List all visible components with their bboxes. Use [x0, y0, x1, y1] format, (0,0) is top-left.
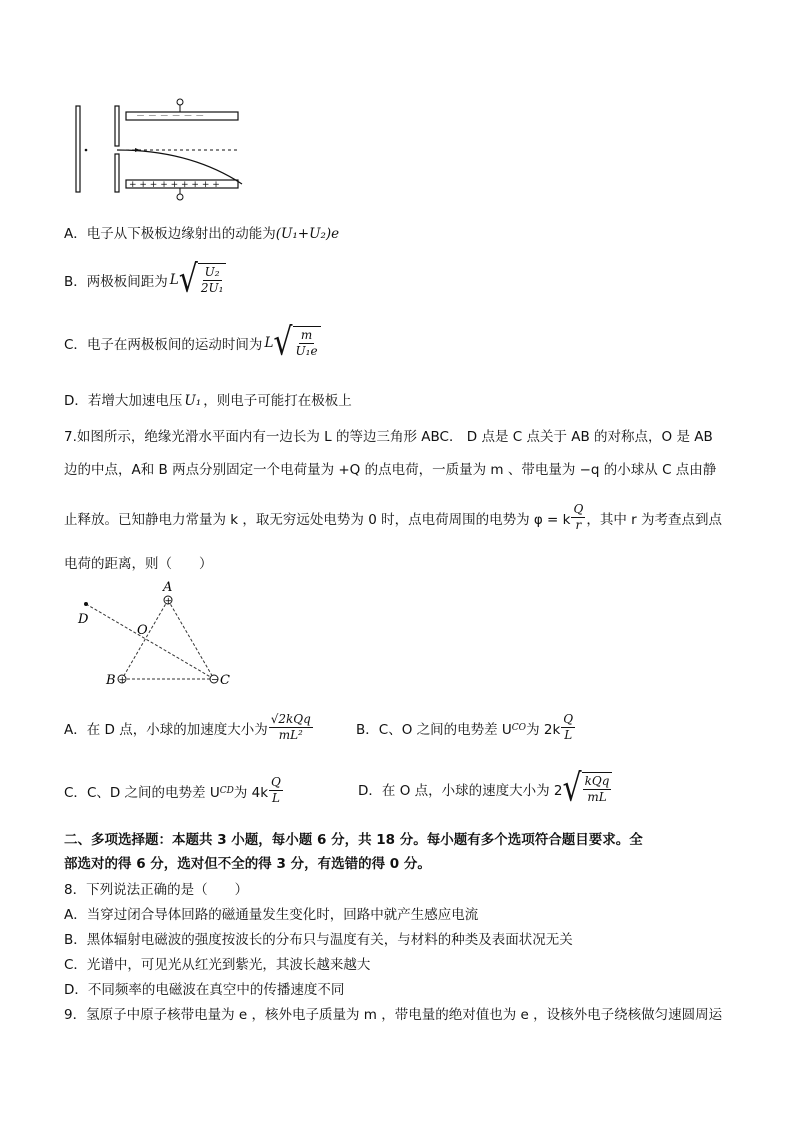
- q7-option-c: C． C、D 之间的电势差 U CD 为 4k $\frac{Q}{L}$: [64, 775, 281, 805]
- line-dc: [86, 604, 214, 679]
- svg-text:+: +: [164, 596, 173, 607]
- side-ac: [168, 600, 214, 679]
- accelerator-plate-right-lower: [115, 154, 119, 192]
- lower-terminal: [177, 194, 183, 200]
- q7-option-d-sqrt: √ $\frac{\text{kQq}}{mL}$: [563, 772, 613, 805]
- q6-option-a-expr: (U₁+U₂)e: [275, 226, 340, 242]
- q8-option-a: A．当穿过闭合导体回路的磁通量发生变化时，回路中就产生感应电流: [64, 907, 479, 923]
- lower-plate-signs: + + + + + + + + +: [129, 180, 220, 190]
- q7-stem-line2: 边的中点，A和 B 两点分别固定一个电荷量为 +Q 的点电荷，一质量为 m 、带电量为 −q 的小球从 C 点由静: [64, 462, 717, 478]
- upper-plate-signs: － － － － － －: [136, 112, 205, 122]
- q7-stem-line1: 7.如图所示，绝缘光滑水平面内有一边长为 L 的等边三角形 ABC． D 点是 C 点关于 AB 的对称点，O 是 AB: [64, 429, 713, 445]
- accelerator-plate-right-upper: [115, 106, 119, 146]
- q6-option-c-text: 电子在两极板间的运动时间为: [86, 336, 263, 353]
- potential-formula-fraction: $\frac{Q}{r}$: [573, 502, 584, 532]
- svg-text:−: −: [211, 675, 219, 686]
- q6-option-d: D．若增大加速电压 U₁ ，则电子可能打在极板上: [64, 393, 352, 409]
- side-ab: [122, 600, 168, 679]
- q6-option-a: A．电子从下极板边缘射出的动能为(U₁+U₂)e: [64, 226, 340, 242]
- q7-option-a-fraction: $\frac{\text{√2kQq}}{\text{mL²}}$: [270, 712, 311, 742]
- electron-source-dot: [85, 149, 88, 152]
- q7-stem-line4: 电荷的距离，则（ ）: [64, 556, 213, 572]
- label-a: A: [163, 580, 173, 595]
- upper-terminal: [177, 99, 183, 105]
- q9-stem: 9．氢原子中原子核带电量为 e ，核外电子质量为 m ，带电量的绝对值也为 e ，设核外电子绕核做匀速圆周运: [64, 1007, 723, 1023]
- label-o: O: [137, 623, 148, 638]
- q8-option-b: B．黑体辐射电磁波的强度按波长的分布只与温度有关，与材料的种类及表面状况无关: [64, 932, 573, 948]
- q8-stem: 8．下列说法正确的是（ ）: [64, 882, 249, 898]
- label-d: D: [78, 612, 89, 627]
- point-d: [84, 602, 88, 606]
- q6-option-b-text: 两极板间距为: [86, 273, 168, 290]
- q7-option-b: B． C、O 之间的电势差 U CO 为 2k $\frac{Q}{L}$: [356, 712, 574, 742]
- label-b: B: [106, 673, 116, 688]
- accelerator-plate-left: [76, 106, 80, 192]
- triangle-figure: [66, 576, 246, 692]
- q6-option-c: C． 电子在两极板间的运动时间为 L √ $\frac{m}{\text{U₁e}}$: [64, 326, 321, 359]
- q7-option-d: D． 在 O 点，小球的速度大小为 2 √ $\frac{\text{kQq}}{mL}$: [358, 772, 612, 805]
- q7-option-c-fraction: $\frac{Q}{L}$: [271, 775, 281, 805]
- q6-option-b-sqrt: √ $\frac{\text{U₂}}{\text{2U₁}}$: [179, 263, 227, 296]
- label-c: C: [220, 673, 230, 688]
- q6-option-b: B． 两极板间距为 L √ $\frac{\text{U₂}}{\text{2U₁}}$: [64, 263, 226, 296]
- q7-stem-line3: 止释放。已知静电力常量为 k ，取无穷远处电势为 0 时，点电荷周围的电势为 φ = k $\frac{Q}{r}$ ，其中 r 为考查点到点: [64, 502, 722, 532]
- deflection-apparatus-figure: [60, 92, 260, 204]
- q7-option-a: A． 在 D 点，小球的加速度大小为 $\frac{\text{√2kQq}}{\text{mL²}}$: [64, 712, 311, 742]
- svg-text:+: +: [118, 675, 127, 686]
- q8-option-d: D．不同频率的电磁波在真空中的传播速度不同: [64, 982, 345, 998]
- q7-option-b-fraction: $\frac{Q}{L}$: [563, 712, 574, 742]
- q6-option-c-sqrt: √ $\frac{m}{\text{U₁e}}$: [273, 326, 320, 359]
- electron-trajectory: [117, 150, 242, 184]
- section2-heading-line2: 部选对的得 6 分，选对但不全的得 3 分，有选错的得 0 分。: [64, 856, 431, 872]
- q8-option-c: C．光谱中，可见光从红光到紫光，其波长越来越大: [64, 957, 371, 973]
- section2-heading-line1: 二、多项选择题：本题共 3 小题，每小题 6 分，共 18 分。每小题有多个选项符合题目要求。全: [64, 832, 643, 848]
- q6-option-a-text: 电子从下极板边缘射出的动能为: [86, 226, 276, 242]
